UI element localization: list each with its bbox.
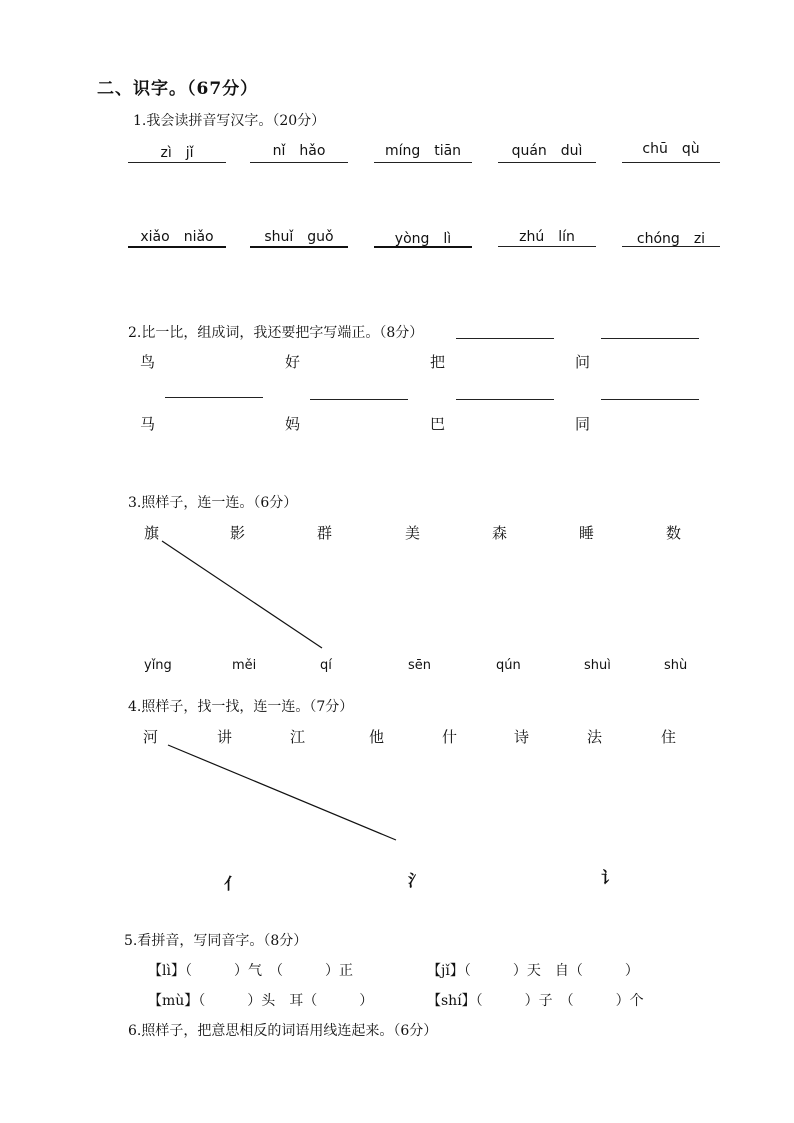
q2-char-4: 问 xyxy=(575,353,591,371)
q3-char-4[interactable]: 美 xyxy=(405,524,421,542)
q1-pinyin-7: shuǐ guǒ xyxy=(264,229,334,245)
q5-item-ji[interactable]: 【jǐ】（ ）天 自（ ） xyxy=(427,963,639,979)
q1-pinyin-6: xiǎo niǎo xyxy=(140,229,214,245)
q3-pinyin-3[interactable]: qí xyxy=(320,658,332,673)
q3-example-line xyxy=(162,541,322,648)
q6-title: 6.照样子，把意思相反的词语用线连起来。（6分） xyxy=(128,1023,438,1039)
q1-pinyin-8: yòng lì xyxy=(394,231,452,247)
q4-title: 4.照样子，找一找，连一连。（7分） xyxy=(128,699,354,715)
q3-pinyin-4[interactable]: sēn xyxy=(408,658,432,673)
q4-char-7[interactable]: 法 xyxy=(587,728,603,746)
q1-pinyin-3: míng tiān xyxy=(384,143,462,159)
q2-char-6: 妈 xyxy=(285,415,301,433)
q3-pinyin-6[interactable]: shuì xyxy=(584,658,611,673)
q4-char-6[interactable]: 诗 xyxy=(514,728,530,746)
q3-char-2[interactable]: 影 xyxy=(230,524,246,542)
q3-char-6[interactable]: 睡 xyxy=(579,524,595,542)
q1-pinyin-5: chū qù xyxy=(642,141,700,157)
q4-char-5[interactable]: 什 xyxy=(442,728,458,746)
q2-char-2: 好 xyxy=(285,353,301,371)
q5-item-shi[interactable]: 【shí】（ ）子 （ ）个 xyxy=(427,993,644,1009)
q2-char-8: 同 xyxy=(575,415,591,433)
q4-example-line xyxy=(168,745,396,840)
q5-item-mu[interactable]: 【mù】（ ）头 耳（ ） xyxy=(148,993,374,1009)
q3-char-3[interactable]: 群 xyxy=(317,524,333,542)
q4-char-2[interactable]: 讲 xyxy=(217,728,233,746)
q2-title: 2.比一比，组成词，我还要把字写端正。（8分） xyxy=(128,325,424,341)
q4-char-3[interactable]: 江 xyxy=(290,728,306,746)
q3-pinyin-7[interactable]: shù xyxy=(664,658,688,673)
q2-char-3: 把 xyxy=(430,353,446,371)
q4-radical-person[interactable]: 亻 xyxy=(224,874,241,893)
q2-char-1: 鸟 xyxy=(140,353,156,371)
q3-pinyin-5[interactable]: qún xyxy=(496,658,521,673)
q3-title: 3.照样子，连一连。（6分） xyxy=(128,495,298,511)
q5-item-li[interactable]: 【lì】（ ）气 （ ）正 xyxy=(148,963,353,979)
q3-pinyin-2[interactable]: měi xyxy=(232,658,257,673)
q3-char-5[interactable]: 森 xyxy=(492,524,508,542)
q3-char-7[interactable]: 数 xyxy=(666,524,682,542)
q1-pinyin-4: quán duì xyxy=(511,143,583,159)
q2-char-5: 马 xyxy=(140,415,156,433)
q1-title: 1.我会读拼音写汉字。（20分） xyxy=(133,113,326,129)
q4-char-8[interactable]: 住 xyxy=(661,728,677,746)
q1-pinyin-9: zhú lín xyxy=(519,229,575,245)
q2-char-7: 巴 xyxy=(430,415,446,433)
section-title: 二、识字。（67分） xyxy=(97,79,259,99)
q1-pinyin-1: zì jǐ xyxy=(160,145,194,161)
q1-pinyin-10: chóng zi xyxy=(636,231,706,247)
q1-pinyin-2: nǐ hǎo xyxy=(272,143,326,159)
q4-radical-water[interactable]: 氵 xyxy=(408,871,425,890)
q3-pinyin-1[interactable]: yǐng xyxy=(144,658,172,673)
q3-char-1[interactable]: 旗 xyxy=(144,524,160,542)
q5-title: 5.看拼音，写同音字。（8分） xyxy=(124,933,308,949)
q4-char-4[interactable]: 他 xyxy=(369,728,385,746)
q4-radical-speech[interactable]: 讠 xyxy=(601,868,618,887)
q4-char-1[interactable]: 河 xyxy=(143,728,159,746)
